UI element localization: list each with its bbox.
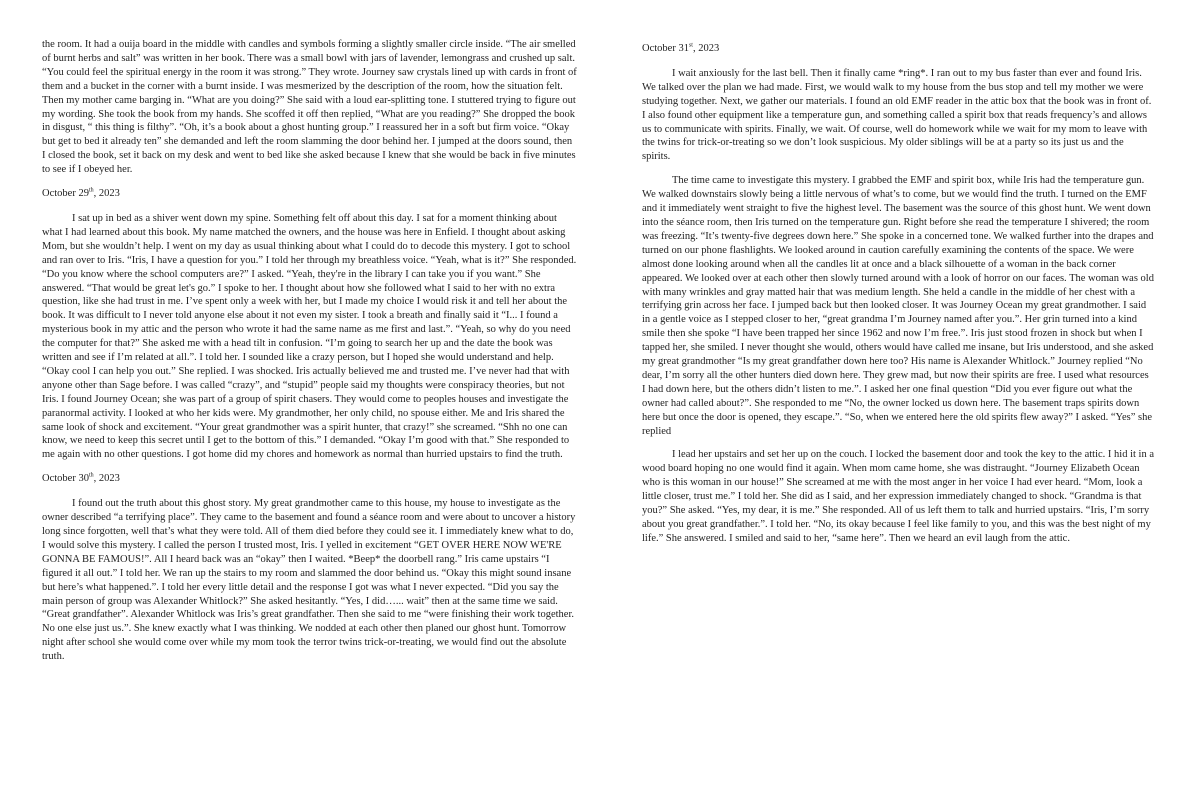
paragraph-oct-29: I sat up in bed as a shiver went down my spine. Something felt off about this day. I sat for a moment thinking about what I had learned about this book. My name matched the owners, and the house was here in Enfield. I thought about asking Mom, but she wouldn’t help. I went on my day as usual thinking about what I could do to decode this mystery. I got to school and ran over to Iris. “Iris, I have a question for you.” I told her through my breathless voice. “Yeah, what is it?” She responded. “Do you know where the school computers are?” I asked. “Yeah, they're in the library I can take you if you want.” She answered. “That would be great let's go.” I spoke to her. I thought about how she followed what I said to her with no extra question, like she had trust in me. I’ve spent only a week with her, but I made my choice I would risk it and tell her about the book. It was difficult to I never told anyone else about it not even my sister. I took a breath and finally said it “I... I found a mysterious book in my attic and the person who wrote it had the same name as me first and last.”. “Yeah, so why do you need the computer for that?” She asked me with a head tilt in confusion. “I’m going to search her up and the date the book was written and see if I’m related at all.”. I told her. I sounded like a crazy person, but I hoped she would understand and help. “Okay cool I can help you out.” She replied. I was shocked. Iris actually believed me and trusted me. I’ve never had that with anyone other than Sage before. I was called “crazy”, and “stupid” people said my thoughts were conspiracy theories, but not Iris. I found Journey Ocean; she was part of a group of spirit chasers. They would come to peoples houses and investigate the paranormal activity. I looked at who her kids were. My grandmother, her only child, no spouse either. Me and Iris shared the same look of shock and excitement. “Your great grandmother was a spirit hunter, that crazy!” she screamed. “Shh no one can know, we need to keep this secret until I get to the bottom of this.” I demanded. “Okay I’m good with that.” She responded to me again with no other questions. I got home did my chores and homework as normal than hurried upstairs to find the truth.: [42, 212, 577, 461]
date-heading-oct-30: [42, 472, 578, 486]
date-heading-oct-29: [42, 187, 578, 201]
date-suffix: th: [88, 187, 94, 194]
date-suffix: th: [88, 472, 94, 479]
paragraph-oct-31-2: The time came to investigate this mystery. I grabbed the EMF and spirit box, while Iris had the temperature gun. We walked downstairs slowly being a little nervous of what’s to come, but we would find the truth. I turned on the EMF and it immediately went straight to five the highest level. The basement was the source of this ghost hunt. We went down into the séance room, then Iris turned on the temperature gun. Right before she read the temperature I shivered; the room was freezing. “It’s twenty-five degrees down here.” She spoke in a concerned tone. We walked further into the drapes and turned on our phone flashlights. We looked around in caution carefully examining the contents of the space. We were almost done looking around when all the candles lit at once and a black silhouette of a woman in the back corner appeared. We looked over at each other then slowly turned around with a look of horror on our faces. The woman was old with many wrinkles and gray matted hair that was medium length. She held a candle in the middle of her chest with a terrifying grin across her face. I jumped back but then looked closer. It was Journey Ocean my great grandmother. I said in a gentle voice as I stepped closer to her, “great grandma I’m Journey named after you.”. Her grin turned into a kind smile then she spoke “I have been trapped her since 1962 and now I’m free.”. Iris just stood frozen in shock but when I tapped her, she smiled. I never thought she would, others would have called me insane, but Iris understood, and she asked my great grandmother “Is my great grandfather down here too? His name is Alexander Whitlock.” Journey replied “No dear, I’m sorry all the other hunters died down here. They grew mad, but now their spirits are free. I used what resources I had down here, but the others didn’t listen to me.”. I asked her one final question “Did you ever figure out what the owner had called about?”. She responded to me “No, the owner locked us down here. The basement traps spirits down here but once the door is opened, they escape.”. “So, when we entered here the old spirits flew away?” I asked. “Yes” she replied: [642, 175, 1154, 437]
date-text: October 30: [42, 473, 89, 485]
date-heading-oct-31: [642, 42, 1154, 56]
date-year: , 2023: [93, 188, 120, 200]
date-text: October 31: [642, 43, 689, 54]
date-suffix: st: [688, 42, 693, 49]
paragraph-continuation: the room. It had a ouija board in the middle with candles and symbols forming a slightly smaller circle inside. “The air smelled of burnt herbs and salt” was written in her book. There was a small bowl with jars of lavender, lemongrass and crushed up salt. “You could feel the spiritual energy in the room it was strong.” They wrote. Journey saw crystals lined up with cards in front of them and a bucket in the corner with a burnt inside. I was mesmerized by the description of the room, how the situation felt. Then my mother came barging in. “What are you doing?” She said with a loud ear-splitting tone. I stuttered trying to figure out my wording. She took the book from my hands. She scoffed it off then replied, “What are you reading?” She dropped the book in disgust, “ this thing is filthy”. “Oh, it’s a book about a ghost hunting group.” I reassured her in a soft but firm voice. “Okay but get to bed it already ten” she demanded and left the room slamming the door behind her. I jumped at the doors sound, then I closed the book, set it back on my desk and went to bed like she asked because I knew that she would be back in five minutes to see if I obeyed her.: [42, 39, 577, 176]
date-year: , 2023: [692, 43, 720, 54]
paragraph-oct-31-3: I lead her upstairs and set her up on the couch. I locked the basement door and took the key to the attic. I hid it in a wood board hoping no one would find it again. When mom came home, she was distraught. “Journey Elizabeth Ocean who is this woman in our house!” She screamed at me with the most anger in her voice I had ever heard. “Mom, look a little closer, trust me.” I told her. She did as I said, and her expression immediately changed to shock. “Grandma is that you?” She asked. “Yes, my dear, it is me.” She responded. All of us left them to talk and hurried upstairs. “Iris, I’m sorry about you great grandfather.”. I told her. “No, its okay because I feel like family to you, and this was the best night of my life.” She answered. I smiled and said to her, “same here”. Then we heard an evil laugh from the attic.: [642, 449, 1154, 544]
right-page: [642, 42, 1154, 556]
left-page: [42, 38, 578, 674]
paragraph-oct-31-1: I wait anxiously for the last bell. Then it finally came *ring*. I ran out to my bus faster than ever and found Iris. We talked over the plan we had made. First, we would walk to my house from the bus stop and tell my mother we were studying together. Next, we gather our materials. I found an old EMF reader in the attic box that the book was in front of. I also found other equipment like a temperature gun, and something called a spirit box that reads frequency’s and allows us to communicate with spirits. Finally, we wait. Of course, well do homework while we wait for my mom to leave with the twins for trick-or-treating so we don’t look suspicious. My older siblings will be at a party so its just us and the spirits.: [642, 67, 1152, 163]
paragraph-oct-30: I found out the truth about this ghost story. My great grandmother came to this house, my house to investigate as the owner described “a terrifying place”. They came to the basement and found a séance room and were about to uncover a history long since forgotten, well that’s what they were told. All of them died before they could see it. I immediately knew what to do, I would solve this mystery. I called the person I trusted most, Iris. I yelled in excitement “GET OVER HERE NOW WE'RE GONNA BE FAMOUS!”. All I heard back was an “okay” then I waited. *Beep* the doorbell rang.” Iris came upstairs “I figured it all out.” I told her. We ran up the stairs to my room and slammed the door behind us. “Okay this might sound insane but here’s what happened.”. I told her every little detail and the response I got was what I never expected. “Did you say the main person of group was Alexander Whitlock?” She asked hesitantly. “Yes, I did…... wait” then at the same time we said. “Great grandfather”. Alexander Whitlock was Iris’s great grandfather. Then she said to me “were finishing their work together. No one else just us.”. She knew exactly what I was thinking. We nodded at each other then planed our ghost hunt. Tomorrow night after school she would come over while my mom took the terror twins trick-or-treating, we would find out the absolute truth.: [42, 498, 576, 663]
date-year: , 2023: [93, 473, 120, 485]
date-text: October 29: [42, 188, 89, 200]
